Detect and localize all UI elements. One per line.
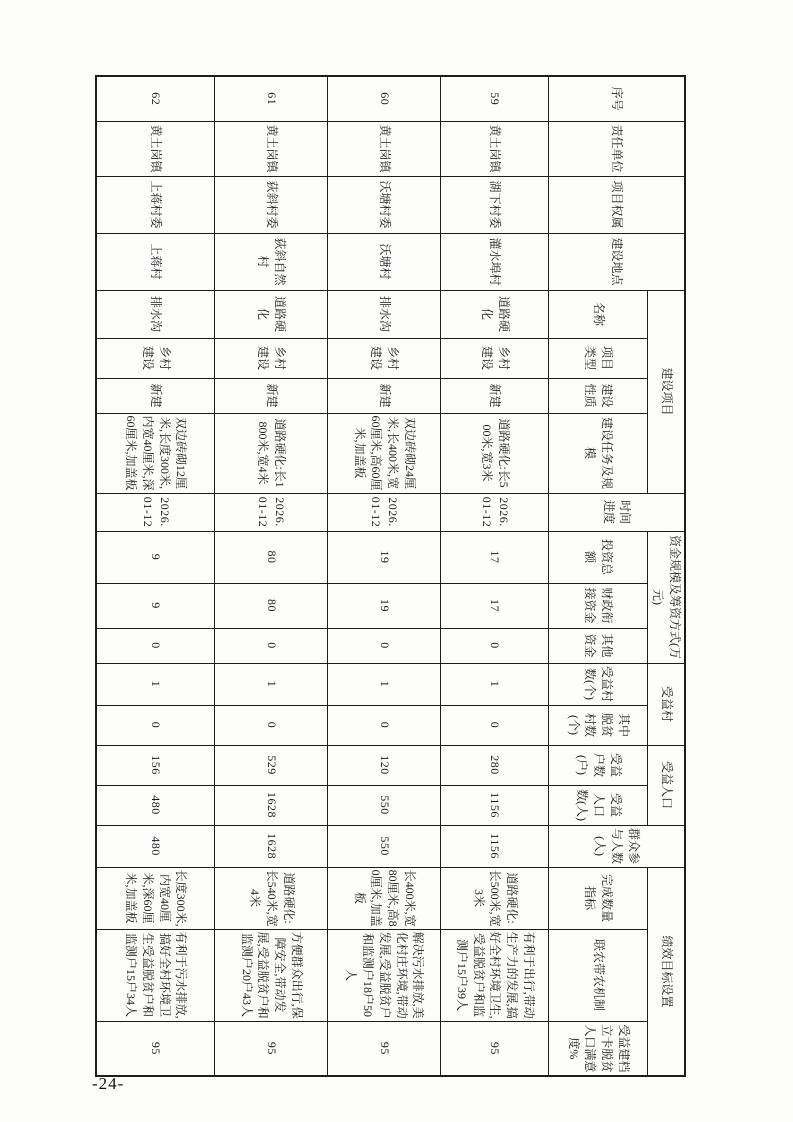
cell-responsible-unit: 黄土岗镇 xyxy=(328,121,441,176)
header-construction-nature: 建设性质 xyxy=(549,378,648,413)
header-mass-participation: 群众参与人数(人) xyxy=(549,825,685,867)
cell-construction-site: 荻斜自然村 xyxy=(215,233,328,290)
header-name: 名称 xyxy=(549,290,648,338)
cell-completion-indicator: 长度300米,内宽40厘米,深60厘米,加盖板 xyxy=(96,867,215,929)
table-row-59 xyxy=(441,76,549,1076)
cell-serial: 61 xyxy=(215,76,328,121)
cell-responsible-unit: 黄土岗镇 xyxy=(96,121,215,176)
cell-construction-site: 沃塘村 xyxy=(328,233,441,290)
cell-schedule: 2026.01-12 xyxy=(441,493,549,531)
cell-fiscal-funds: 80 xyxy=(215,583,328,628)
cell-project-ownership: 荻斜村委 xyxy=(215,176,328,233)
cell-poverty-villages: 0 xyxy=(215,705,328,745)
cell-fiscal-funds: 17 xyxy=(441,583,549,628)
cell-responsible-unit: 黄土岗镇 xyxy=(215,121,328,176)
cell-construction-site: 灌水埠村 xyxy=(441,233,549,290)
cell-total-investment: 17 xyxy=(441,531,549,583)
header-serial: 序号 xyxy=(549,76,685,121)
cell-task-scale: 双边砖砌12厘米,长度300米,内宽40厘米,深60厘米,加盖板 xyxy=(96,413,215,493)
cell-benefit-people: 480 xyxy=(96,785,215,825)
cell-construction-nature: 新建 xyxy=(96,378,215,413)
cell-farmer-mechanism: 解决污水排放,美化村庄环境,带动发展,受益脱贫户和监测户18户50人 xyxy=(328,929,441,1021)
cell-schedule: 2026.01-12 xyxy=(96,493,215,531)
project-table xyxy=(95,75,686,1077)
header-group-performance: 绩效目标设置 xyxy=(648,867,685,1076)
header-responsible-unit: 责任单位 xyxy=(549,121,685,176)
cell-serial: 60 xyxy=(328,76,441,121)
cell-mass-participation: 1628 xyxy=(215,825,328,867)
cell-project-ownership: 沃塘村委 xyxy=(328,176,441,233)
cell-benefit-households: 280 xyxy=(441,745,549,785)
header-group-funding: 资金规模及筹资方式(万元) xyxy=(648,531,685,663)
cell-serial: 62 xyxy=(96,76,215,121)
cell-mass-participation: 1156 xyxy=(441,825,549,867)
cell-project-ownership: 上蒋村委 xyxy=(96,176,215,233)
table-row-61 xyxy=(215,76,328,1076)
cell-project-type: 乡村建设 xyxy=(215,338,328,378)
header-total-investment: 投资总额 xyxy=(549,531,648,583)
table-row-62 xyxy=(96,76,215,1076)
header-other-funds: 其他资金 xyxy=(549,628,648,663)
cell-total-investment: 9 xyxy=(96,531,215,583)
cell-construction-nature: 新建 xyxy=(441,378,549,413)
cell-completion-indicator: 道路硬化:长500米,宽3米 xyxy=(441,867,549,929)
rotated-table-container xyxy=(120,75,686,1075)
page-number: -24- xyxy=(92,1074,125,1093)
header-benefit-villages: 受益村数(个) xyxy=(549,663,648,705)
cell-project-type: 乡村建设 xyxy=(96,338,215,378)
cell-poverty-villages: 0 xyxy=(328,705,441,745)
cell-total-investment: 80 xyxy=(215,531,328,583)
cell-name: 排水沟 xyxy=(328,290,441,338)
cell-name: 道路硬化 xyxy=(441,290,549,338)
header-project-type: 项目类型 xyxy=(549,338,648,378)
header-benefit-people: 受益人口数(人) xyxy=(549,785,648,825)
cell-satisfaction: 95 xyxy=(96,1021,215,1076)
cell-benefit-people: 550 xyxy=(328,785,441,825)
cell-project-ownership: 湖下村委 xyxy=(441,176,549,233)
header-group-row xyxy=(648,76,685,1076)
header-construction-site: 建设地点 xyxy=(549,233,685,290)
cell-benefit-households: 120 xyxy=(328,745,441,785)
header-schedule: 时间进度 xyxy=(549,493,685,531)
cell-satisfaction: 95 xyxy=(441,1021,549,1076)
cell-name: 道路硬化 xyxy=(215,290,328,338)
cell-completion-indicator: 长400米,宽80厘米,高80厘米,加盖板 xyxy=(328,867,441,929)
cell-farmer-mechanism: 有利于出行,带动生产力的发展,搞好全村环境卫生,受益脱贫户和监测户15户39人 xyxy=(441,929,549,1021)
cell-serial: 59 xyxy=(441,76,549,121)
cell-project-type: 乡村建设 xyxy=(328,338,441,378)
cell-benefit-households: 529 xyxy=(215,745,328,785)
cell-task-scale: 双边砖砌24厘米,长400米,宽60厘米,高60厘米,加盖板 xyxy=(328,413,441,493)
cell-satisfaction: 95 xyxy=(215,1021,328,1076)
cell-total-investment: 19 xyxy=(328,531,441,583)
cell-benefit-people: 1628 xyxy=(215,785,328,825)
cell-poverty-villages: 0 xyxy=(96,705,215,745)
cell-other-funds: 0 xyxy=(96,628,215,663)
header-satisfaction: 受益建档立卡脱贫人口满意度% xyxy=(549,1021,648,1076)
header-group-benefit-village: 受益村 xyxy=(648,663,685,745)
header-fiscal-funds: 财政衔接资金 xyxy=(549,583,648,628)
cell-benefit-households: 156 xyxy=(96,745,215,785)
cell-construction-nature: 新建 xyxy=(328,378,441,413)
cell-benefit-villages: 1 xyxy=(215,663,328,705)
cell-responsible-unit: 黄土岗镇 xyxy=(441,121,549,176)
cell-benefit-villages: 1 xyxy=(328,663,441,705)
cell-task-scale: 道路硬化:长1800米,宽4米 xyxy=(215,413,328,493)
header-completion-indicator: 完成数量指标 xyxy=(549,867,648,929)
header-task-scale: 建设任务及规模 xyxy=(549,413,648,493)
cell-schedule: 2026.01-12 xyxy=(328,493,441,531)
header-group-construction-project: 建设项目 xyxy=(648,290,685,493)
cell-fiscal-funds: 9 xyxy=(96,583,215,628)
cell-benefit-villages: 1 xyxy=(441,663,549,705)
cell-fiscal-funds: 19 xyxy=(328,583,441,628)
header-farmer-mechanism: 联农带农机制 xyxy=(549,929,648,1021)
cell-farmer-mechanism: 方便群众出行,保障安全,带动发展,受益脱贫户和监测户20户43人 xyxy=(215,929,328,1021)
cell-farmer-mechanism: 有利于污水排放,搞好全村环境卫生受益脱贫户和监测户15户34人 xyxy=(96,929,215,1021)
cell-mass-participation: 480 xyxy=(96,825,215,867)
cell-mass-participation: 550 xyxy=(328,825,441,867)
cell-project-type: 乡村建设 xyxy=(441,338,549,378)
table-row-60 xyxy=(328,76,441,1076)
cell-task-scale: 道路硬化:长500米,宽3米 xyxy=(441,413,549,493)
cell-completion-indicator: 道路硬化:长540米,宽4米 xyxy=(215,867,328,929)
header-group-benefit-population: 受益人口 xyxy=(648,745,685,825)
cell-benefit-people: 1156 xyxy=(441,785,549,825)
cell-construction-nature: 新建 xyxy=(215,378,328,413)
cell-benefit-villages: 1 xyxy=(96,663,215,705)
cell-construction-site: 上蒋村 xyxy=(96,233,215,290)
cell-schedule: 2026.01-12 xyxy=(215,493,328,531)
header-benefit-households: 受益户数(户) xyxy=(549,745,648,785)
cell-other-funds: 0 xyxy=(215,628,328,663)
header-project-ownership: 项目权属 xyxy=(549,176,685,233)
cell-poverty-villages: 0 xyxy=(441,705,549,745)
cell-other-funds: 0 xyxy=(441,628,549,663)
cell-name: 排水沟 xyxy=(96,290,215,338)
cell-other-funds: 0 xyxy=(328,628,441,663)
header-poverty-villages: 其中脱贫村数(个) xyxy=(549,705,648,745)
cell-satisfaction: 95 xyxy=(328,1021,441,1076)
